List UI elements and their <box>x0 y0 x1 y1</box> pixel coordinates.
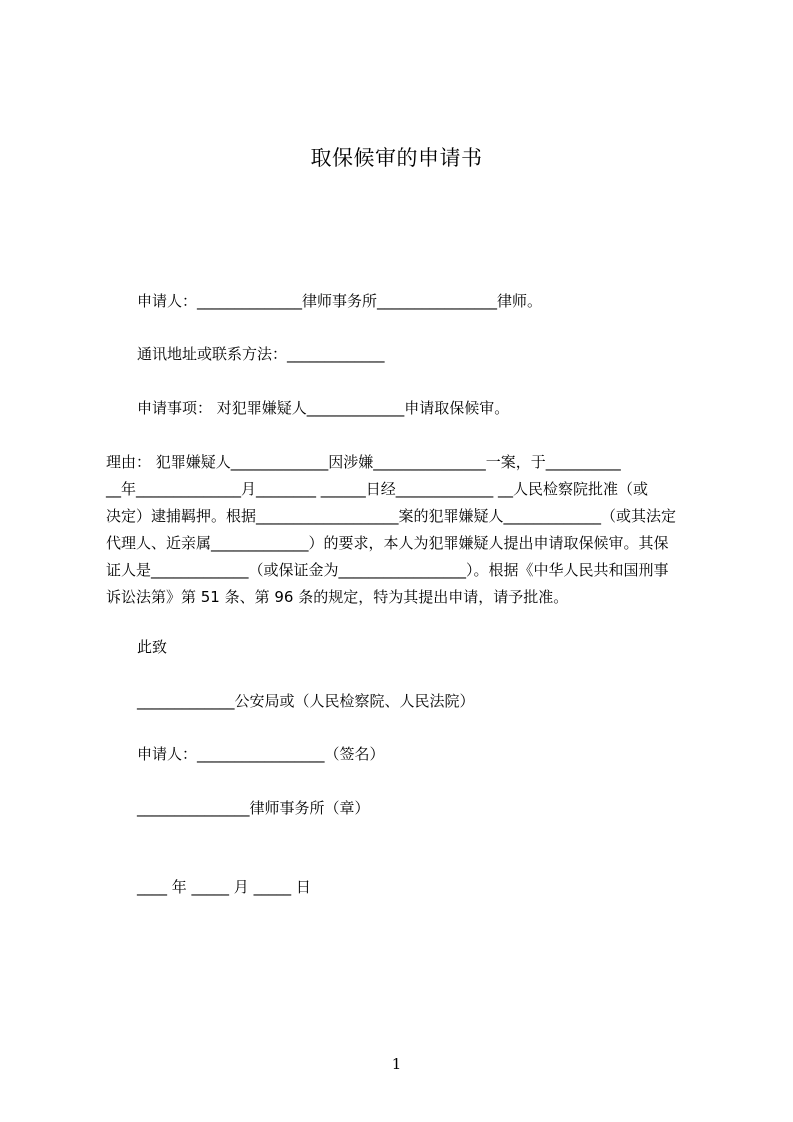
applicant-line: 申请人：______________律师事务所________________律师。 <box>137 292 543 310</box>
contact-line: 通讯地址或联系方法：_____________ <box>137 345 385 363</box>
document-title: 取保候审的申请书 <box>310 146 483 170</box>
reason-line-1: 理由： 犯罪嫌疑人_____________因涉嫌_______________一案，于__________ <box>106 453 621 471</box>
reason-line-2: __年______________月________ ______日经_____________ __人民检察院批准（或 <box>106 480 649 498</box>
signature-line: 申请人：_________________（签名） <box>137 745 385 763</box>
reason-line-6: 诉讼法第》第 51 条、第 96 条的规定，特为其提出申请，请予批准。 <box>106 588 569 606</box>
reason-paragraph <box>106 449 706 611</box>
salutation: 此致 <box>137 638 168 656</box>
reason-line-3: 决定）逮捕羁押。根据___________________案的犯罪嫌疑人_____________（或其法定 <box>106 507 677 525</box>
date-line: ____ 年 _____ 月 _____ 日 <box>137 878 311 896</box>
reason-line-5: 证人是_____________（或保证金为_________________）。根据《中华人民共和国刑事 <box>106 561 669 579</box>
recipient-line: _____________公安局或（人民检察院、人民法院） <box>137 692 475 710</box>
firm-line: _______________律师事务所（章） <box>137 799 370 817</box>
page-number: 1 <box>391 1055 402 1073</box>
reason-line-4: 代理人、近亲属_____________）的要求，本人为犯罪嫌疑人提出申请取保候审。其保 <box>106 534 669 552</box>
matter-line: 申请事项： 对犯罪嫌疑人_____________申请取保候审。 <box>137 399 510 417</box>
